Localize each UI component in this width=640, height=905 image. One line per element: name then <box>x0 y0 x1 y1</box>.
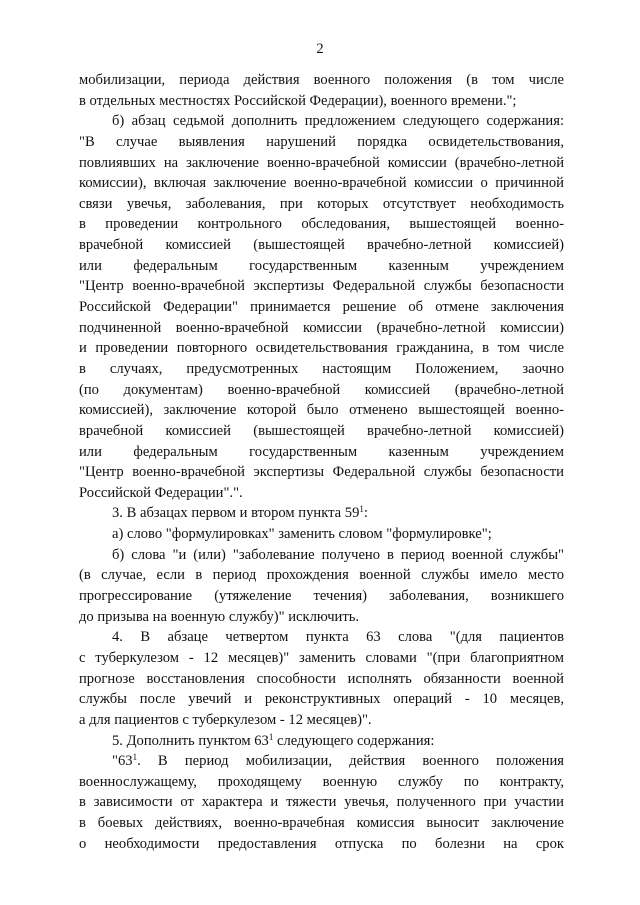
paragraph-63-1-start <box>79 751 564 772</box>
text-line: комиссии), включая заключение военно-врачебной комиссии о причинной <box>79 175 564 192</box>
text-line: с туберкулезом - 12 месяцев)" заменить словами "(при благоприятном <box>79 649 564 666</box>
superscript: 1 <box>268 731 274 742</box>
text-line: мобилизации, периода действия военного положения (в том числе <box>79 72 564 88</box>
text-line: в случаях, предусмотренных настоящим Положением, заочно <box>79 360 564 377</box>
text-line: прогрессирование (утяжеление течения) заболевания, возникшего <box>79 588 564 605</box>
text-line: и проведении повторного освидетельствования гражданина, в том числе <box>79 340 564 357</box>
text-line: связи увечья, заболевания, при которых отсутствует необходимость <box>79 195 564 212</box>
page-number: 2 <box>316 41 324 57</box>
text-line: 5. Дополнить пунктом 63 <box>112 732 269 749</box>
text-line: подчиненной военно-врачебной комиссии (врачебно-летной комиссии) <box>79 319 564 336</box>
item-heading-5 <box>79 731 564 752</box>
text-line: 4. В абзаце четвертом пункта 63 слова "(для пациентов <box>112 629 564 646</box>
text-line: в боевых действиях, военно-врачебная комиссия выносит заключение <box>79 815 564 832</box>
text-line: б) слова "и (или) "заболевание получено в период военной службы" <box>112 546 564 563</box>
text-line: "В случае выявления нарушений порядка освидетельствования, <box>79 133 564 150</box>
text-line: Российской Федерации".". <box>79 484 243 501</box>
superscript: 1 <box>359 504 364 515</box>
text-line: повлиявших на заключение военно-врачебной комиссии (врачебно-летной <box>79 154 564 171</box>
text-line: б) абзац седьмой дополнить предложением следующего содержания: <box>112 113 564 130</box>
text-line: в зависимости от характера и тяжести увечья, полученного при участии <box>79 794 564 811</box>
text-line: в отдельных местностях Российской Федерации), военного времени."; <box>79 92 517 109</box>
text-line: прогнозе восстановления способности исполнять обязанности военной <box>79 670 564 687</box>
text-line: 3. В абзацах первом и втором пункта 59 <box>112 505 360 522</box>
text-line: "Центр военно-врачебной экспертизы Федеральной службы безопасности <box>79 278 564 295</box>
text-line: а для пациентов с туберкулезом - 12 месяцев)". <box>79 711 372 728</box>
text-line: или федеральным государственным казенным учреждением <box>79 257 564 274</box>
text-line: военнослужащему, проходящему военную службу по контракту, <box>79 773 564 790</box>
text-suffix: следующего содержания: <box>273 732 435 749</box>
text-line: Российской Федерации" принимается решение об отмене заключения <box>79 299 564 316</box>
text-line: (по документам) военно-врачебной комиссией (врачебно-летной <box>79 381 564 398</box>
item-heading-3 <box>79 503 564 524</box>
text-line: "Центр военно-врачебной экспертизы Федеральной службы безопасности <box>79 464 564 481</box>
text-line: врачебной комиссией (вышестоящей врачебно-летной комиссией) <box>79 237 564 254</box>
text-line: "63 <box>112 753 133 770</box>
superscript: 1 <box>132 752 138 763</box>
text-line: службы после увечий и реконструктивных операций - 10 месяцев, <box>79 691 564 708</box>
text-line: или федеральным государственным казенным учреждением <box>79 443 564 460</box>
text-line: комиссией), заключение которой было отменено вышестоящей военно- <box>79 402 564 419</box>
text-line: в проведении контрольного обследования, вышестоящей военно- <box>79 216 564 233</box>
text-suffix: . В период мобилизации, действия военного положения <box>137 753 564 770</box>
punctuation: : <box>363 505 368 522</box>
text-line: врачебной комиссией (вышестоящей врачебно-летной комиссией) <box>79 422 564 439</box>
text-line: а) слово "формулировках" заменить словом "формулировке"; <box>112 526 492 543</box>
text-line: о необходимости предоставления отпуска по болезни на срок <box>79 835 564 852</box>
text-line: до призыва на военную службу)" исключить. <box>79 608 360 625</box>
document-body <box>79 70 564 854</box>
text-line: (в случае, если в период прохождения военной службы имело место <box>79 567 564 584</box>
